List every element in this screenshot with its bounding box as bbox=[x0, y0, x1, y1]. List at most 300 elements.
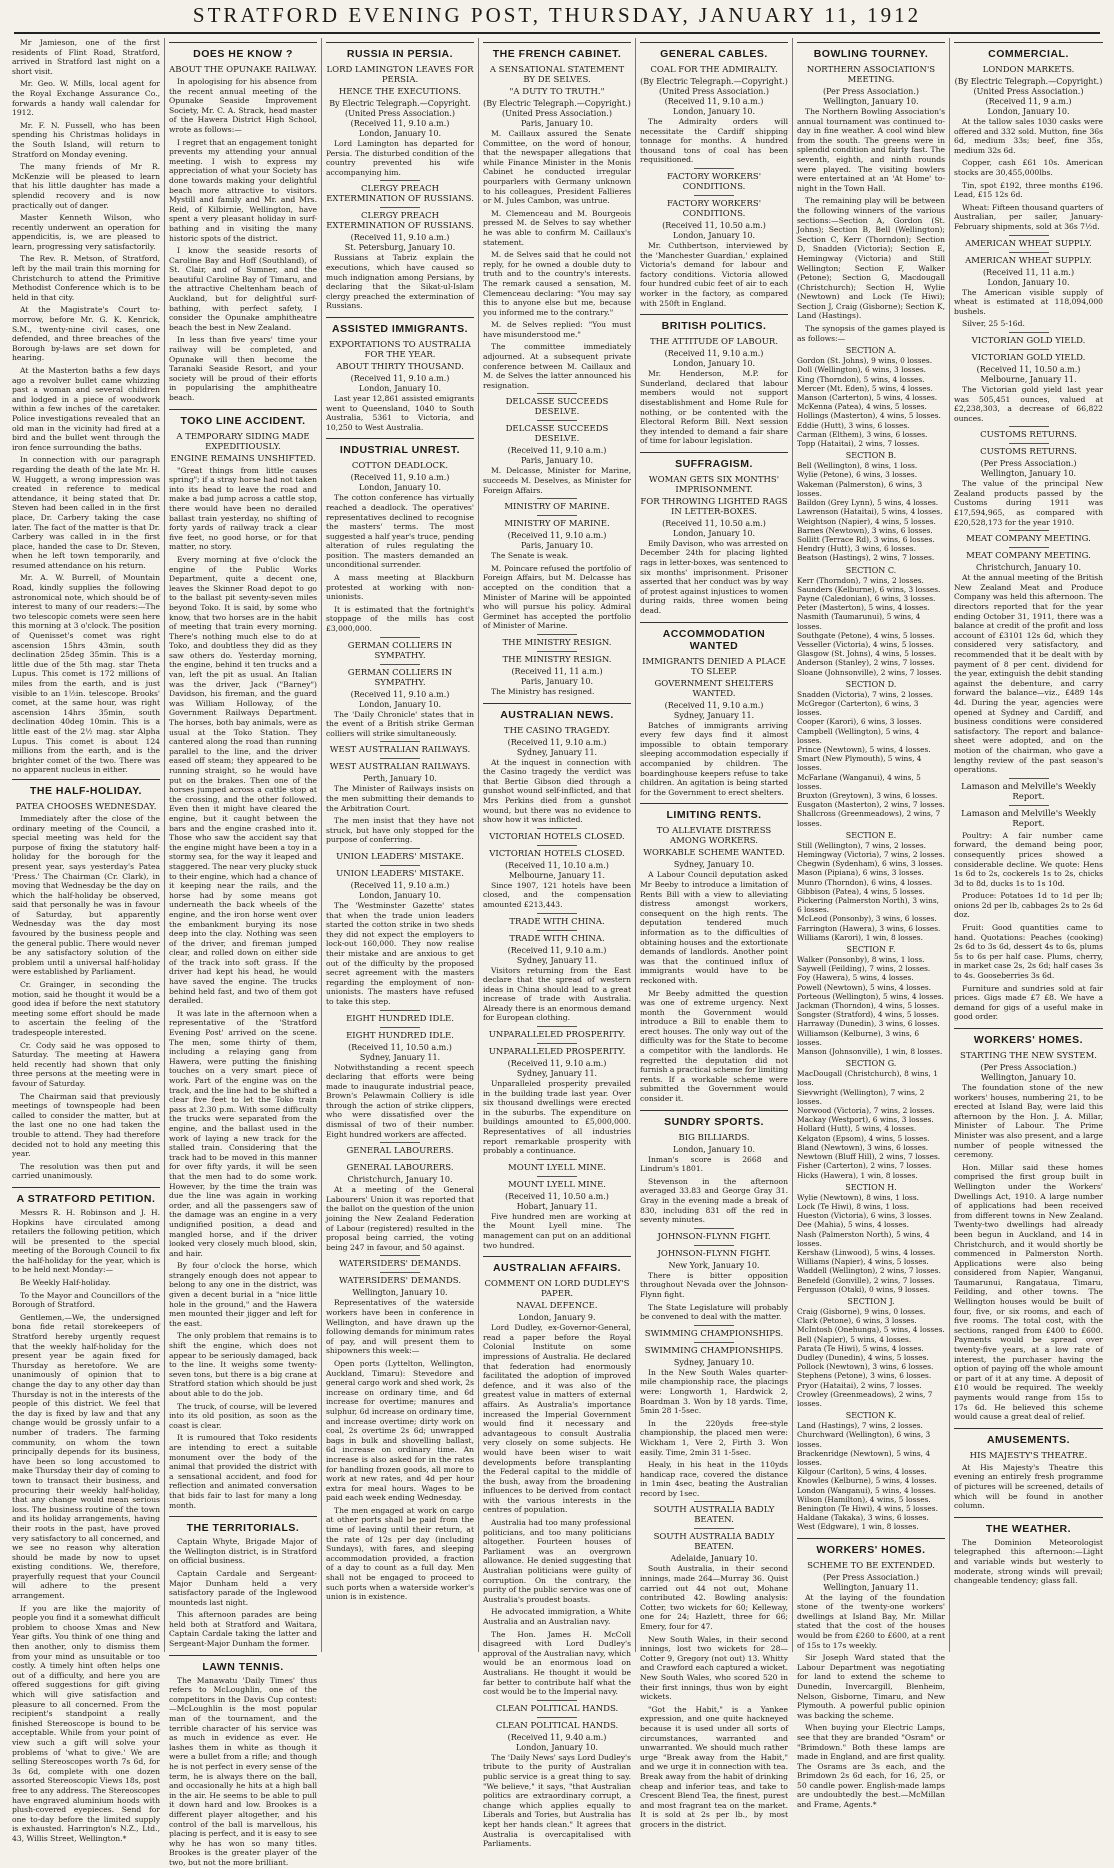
article bbox=[12, 779, 160, 1181]
paragraph: Batches of immigrants arriving every few days find it almost impossible to obtain temporary sleeping accommodation especially if accompanied by children. The boardinghouse keepers refuse to take children. An agitation is being started for the Government to erect shelters. bbox=[640, 720, 788, 797]
paragraph: Mr. Henderson, M.P. for Sunderland, declared that labour members would not support disestablishment and Home Rule for nothing, or be contented with the Electoral Reform Bill. Next session they intended to demand a fair share of time for labour legislation. bbox=[640, 369, 788, 446]
dateline: London, January 10. bbox=[358, 129, 442, 138]
article-subheading: WEST AUSTRALIAN RAILWAYS. bbox=[329, 745, 471, 756]
article-subheading: COAL FOR THE ADMIRALTY. bbox=[650, 65, 778, 75]
section-rule bbox=[1009, 426, 1049, 427]
result-line: Sievwright (Wellington), 7 wins, 2 losses. bbox=[797, 1087, 925, 1106]
section-rule bbox=[1009, 235, 1049, 236]
section-rule bbox=[694, 1528, 734, 1529]
result-line: Crowley (Greenmeadows), 2 wins, 7 losses. bbox=[797, 1389, 933, 1408]
article-subheading: CUSTOMS RETURNS. bbox=[980, 430, 1077, 441]
section-rule bbox=[1009, 778, 1049, 779]
result-list bbox=[797, 841, 945, 942]
article-subheading: UNPARALLELED PROSPERITY. bbox=[488, 1030, 626, 1041]
paragraph: Poultry: A fair number came forward, the demand being poor, consequently prices showed a considerable decline. We quote: Hens 1s 6d to 2s, cockerels 1s to 2s, chicks 3d to 8d, ducks 1s to 1s 10d. bbox=[954, 830, 1103, 888]
section-rule bbox=[537, 1700, 577, 1701]
article bbox=[169, 1655, 317, 1868]
dateline: Sydney, January 11. bbox=[359, 1052, 441, 1062]
paragraph: Representatives of the waterside workers have been in conference in Wellington, and have drawn up the following demands for minimum rates of pay, and will present them to shipowners this week:— bbox=[326, 1298, 474, 1356]
paragraph: The Ministry has resigned. bbox=[491, 686, 595, 696]
columns bbox=[8, 38, 1108, 1867]
article-body bbox=[483, 129, 631, 390]
paragraph: The men insist that they have not struck, but have only stopped for the purpose of conferring. bbox=[326, 816, 474, 845]
paragraph: The 'Westminster Gazette' states that when the trade union leaders started the cotton strike in two sheds they did not expect the employers to lock-out 160,000. They now realise their mistake and are anxious to get out of the difficulty by the proposed secret agreement with the masters regarding the employment of non-unionists. The masters have refused to take this step. bbox=[326, 900, 474, 1006]
dateline: (Received 11, 10.50 a.m.) bbox=[976, 364, 1081, 374]
result-line: Baildon (Grey Lynn), 5 wins, 4 losses. bbox=[797, 498, 939, 508]
result-line: Hollings (Masterton), 4 wins, 5 losses. bbox=[797, 411, 941, 421]
paragraph: Mr. F. N. Fussell, who has been spending his Christmas holidays in the South Island, will return to Stratford on Monday evening. bbox=[12, 120, 160, 159]
dateline: (Received 11, 10.50 a.m.) bbox=[505, 1191, 609, 1201]
result-line: Shallcross (Greenmeadows), 2 wins, 7 losses. bbox=[797, 809, 941, 828]
section-rule bbox=[537, 1026, 577, 1027]
paragraph: It is rumoured that Toko residents are intending to erect a suitable monument over the body of the animal that provided the district with a sensational accident, and food for reflection and animated conversation that bids fair to last for many a long month. bbox=[169, 1433, 317, 1510]
paragraph: I regret that an engagement tonight prevents my attending your annual meeting. I wish to express my appreciation of what your Society has done towards making your delightful beach more attractive to visitors. Mystill and family and Mr. and Mrs. Reid, of Kilbirnie, Wellington, have spent a very pleasant holiday in surf-bathing and in visiting the many historic spots of the district. bbox=[169, 137, 317, 243]
section-rule bbox=[380, 1010, 420, 1011]
paragraph: The 'Daily News' says Lord Dudley's tribute to the purity of Australian public service is a great thing to say. "We believe," it says, "that Australian politics are extraordinary corrupt, a change which applies equally to Liberals and Tories, but Australia has kept her hands clean." It agrees that Australia is overcapitalised with Parliaments. bbox=[483, 1752, 631, 1849]
article bbox=[640, 314, 788, 446]
result-line: Prince (Newtown), 5 wins, 4 losses. bbox=[797, 744, 931, 754]
dateline: London, January 10. bbox=[672, 230, 756, 240]
paragraph: Fruit: Good quantities came to hand. Quotations: Peaches (cooking) 2s 6d to 3s 6d, dessert 4s to 6s, plums 5s to 6s per half case. Plums, cherry, in market case 2s, 2s 6d; half cases 3s to 4s. Gooseberries 3s 6d. bbox=[954, 923, 1103, 981]
result-line: Clark (Petone), 6 wins, 3 losses. bbox=[797, 1316, 917, 1326]
article-subheading: MEAT COMPANY MEETING. bbox=[966, 551, 1091, 562]
article-body bbox=[640, 721, 788, 798]
dateline: London, January 10. bbox=[358, 890, 442, 900]
paragraph: The American visible supply of wheat is estimated at 118,094,000 bushels. bbox=[954, 287, 1103, 316]
article-body bbox=[483, 687, 631, 697]
dateline: Paris, January 10. bbox=[520, 541, 594, 551]
article-subheading: GERMAN COLLIERS IN SYMPATHY. bbox=[347, 667, 453, 688]
paragraph: Wheat: Fifteen thousand quarters of Australian, per sailer, January-February shipments, sold at 36s 7½d. bbox=[954, 202, 1103, 231]
article-headline: GENERAL CABLES. bbox=[640, 42, 788, 63]
article-headline: BRITISH POLITICS. bbox=[640, 314, 788, 335]
article-body bbox=[954, 385, 1103, 423]
section-rule bbox=[537, 515, 577, 516]
result-line: McIntosh (Onehunga), 5 wins, 4 losses. bbox=[797, 1325, 945, 1335]
paragraph: At the Magistrate's Court to-morrow, before Mr. G. K. Kenrick, S.M., twenty-nine civil cases, one defended, and three breaches of the Borough by-laws are set down for hearing. bbox=[12, 305, 160, 363]
article-subheading: NORTHERN ASSOCIATION'S MEETING. bbox=[806, 65, 936, 85]
article-body bbox=[640, 1368, 788, 1499]
article-body bbox=[326, 1298, 474, 1601]
paragraph: The many friends of Mr R. McKenzie will be pleased to learn that his little daughter has made a splendid recovery and is now practically out of danger. bbox=[12, 162, 160, 210]
paragraph: At the tallow sales 1030 casks were offered and 332 sold. Mutton, fine 36s 6d, medium 33s; beef, fine 35s, medium 32s 6d. bbox=[954, 117, 1103, 155]
article-subheading: THE MINISTRY RESIGN. bbox=[502, 637, 612, 648]
result-line: Fisher (Carterton), 2 wins, 7 losses. bbox=[797, 1161, 932, 1171]
result-line: Hicks (Hawera), 1 win, 8 losses. bbox=[797, 1170, 918, 1180]
article-body bbox=[954, 831, 1103, 1022]
paragraph: The Hon. James H. McColl disagreed with Lord Dudley's approval of the Australian navy, which would be an enormous load on Australians. He thought it would be far better to contribute half what the cost would be to the Imperial navy. bbox=[483, 1629, 631, 1697]
article-headline: A STRATFORD PETITION. bbox=[12, 1187, 160, 1208]
article-subheading: DELCASSE SUCCEEDS DESELVE. bbox=[505, 397, 609, 418]
section-rule bbox=[537, 393, 577, 394]
paragraph: The committee immediately adjourned. At a subsequent private conference between M. Caillaux and M. de Selves the latter announced his resignation. bbox=[483, 342, 631, 390]
dateline: London, January 10. bbox=[358, 483, 442, 493]
result-line: Brackenridge (Newtown), 5 wins, 4 losses. bbox=[797, 1448, 931, 1467]
article-subheading: SOUTH AUSTRALIA BADLY BEATEN. bbox=[653, 1505, 775, 1526]
section-rule bbox=[380, 637, 420, 638]
dateline: Sydney, January 10. bbox=[673, 1357, 755, 1367]
article-subheading: ABOUT THIRTY THOUSAND. bbox=[336, 361, 464, 372]
article-subheading: HIS MAJESTY'S THEATRE. bbox=[969, 1450, 1088, 1461]
result-line: Williams (Karori), 1 win, 8 losses. bbox=[797, 932, 923, 942]
dateline: (United Press Association.) bbox=[345, 109, 455, 118]
dateline: (Received 11, 9.10 a.m.) bbox=[507, 1059, 607, 1069]
section-title: SECTION K. bbox=[845, 1411, 897, 1421]
paragraph: The foundation stone of the new workers' houses, numbering 21, to be erected at Island Bay, were laid this afternoon by the Hon. J. A. Millar, Minister of Labour. The Prime Minister was also present, and a large number of people witnessed the ceremony. bbox=[954, 1083, 1103, 1160]
section-rule bbox=[694, 168, 734, 169]
paragraph: M. de Selves said that he could not reply, for he owned a double duty to truth and to the country's interests. The remark caused a sensation, M. Clemenceau declaring: "You may say this to anyone else but me, because you informed me to the contrary." bbox=[483, 250, 631, 317]
article-subheading: MOUNT LYELL MINE. bbox=[508, 1179, 606, 1190]
article-body bbox=[169, 1676, 317, 1868]
paragraph: The remaining play will be between the following winners of the various sections:—Section A, Gordon (St. Johns); Section B, Bell (Wellington); Section C, Kerr (Thorndon); Section D, Snadden (Victoria); Section E, Hemingway (Victoria) and Still Wellington; Section F, Walker (Petone); Section G, Macdougall (Christchurch); Section H, Wylie (Newtown) and Lock (Te Hiwi); Section J, Craig (Gisborne); Section K, Land (Hastings). bbox=[797, 196, 945, 321]
paragraph: A Labour Council deputation asked Mr Beeby to introduce a limitation of Rents Bill with a view to alleviating distress amongst workers, consequent on the high rents. The deputation tendered much information as to the difficulties of obtaining houses and the extortionate demands of landlords. Another point was that the continued influx of immigrants would have to be reckoned with. bbox=[640, 870, 788, 985]
column-3 bbox=[322, 38, 479, 1652]
paragraph: The State Legislature will probably be convened to deal with the matter. bbox=[640, 1302, 788, 1322]
paragraph: The resolution was then put and carried unanimously. bbox=[12, 1161, 160, 1181]
article-body bbox=[483, 966, 631, 1024]
article-subheading: WEST AUSTRALIAN RAILWAYS. bbox=[329, 762, 471, 773]
article bbox=[954, 1517, 1103, 1586]
article-subheading: PATEA CHOOSES WEDNESDAY. bbox=[15, 801, 157, 812]
result-line: Bell (Napier), 5 wins, 4 losses. bbox=[797, 1334, 912, 1344]
article-subheading: VICTORIAN GOLD YIELD. bbox=[971, 352, 1086, 363]
article-subheading: EIGHT HUNDRED IDLE. bbox=[346, 1013, 454, 1024]
paragraph: Hon. Millar said these homes comprised the first group built in Wellington under the Workers' Dwellings Act, 1910. A large number of applications had been received from different towns in New Zealand. Twenty-two dwellings had already been begun in Auckland, and 14 in Christchurch, and it would shortly be commenced in Palmerston North. Applications were also being considered from Napier, Wanganui, Taumarunui, Rangataua, Timaru, Feilding, and other towns. The Wellington houses would be built of four, five, or six rooms, and each of five rooms. The total cost, with the sections, ranged from £400 to £600. Payments would be spread over twenty-five years, at a low rate of interest, the purchaser having the option of paying off the whole amount or part of it at any time. A deposit of £10 would be required. The weekly payments would range from 15s to 17s 6d. He believed this scheme would cause a great deal of relief. bbox=[954, 1162, 1103, 1422]
article-subheading: MINISTRY OF MARINE. bbox=[504, 519, 610, 530]
article-subheading: AMERICAN WHEAT SUPPLY. bbox=[965, 238, 1092, 249]
article-subheading: MOUNT LYELL MINE. bbox=[508, 1162, 606, 1173]
paragraph: It is estimated that the fortnight's stoppage of the mills has cost £3,000,000. bbox=[326, 604, 474, 634]
article bbox=[640, 42, 788, 308]
result-line: Smart (New Plymouth), 5 wins, 4 losses. bbox=[797, 754, 922, 773]
article-body bbox=[954, 1083, 1103, 1422]
result-line: Manson (Carterton), 5 wins, 4 losses. bbox=[797, 393, 938, 403]
article-headline: AUSTRALIAN NEWS. bbox=[483, 703, 631, 724]
article-body bbox=[326, 901, 474, 1007]
dateline: (Received 11, 10.10 a.m.) bbox=[505, 860, 609, 870]
dateline: (United Press Association.) bbox=[502, 109, 612, 118]
dateline: Wellington, January 10. bbox=[980, 1073, 1077, 1082]
result-line: McFarlane (Wanganui), 4 wins, 5 losses. bbox=[797, 772, 921, 791]
result-line: Payne (Caledonian), 6 wins, 3 losses. bbox=[797, 593, 936, 603]
article bbox=[797, 1538, 945, 1810]
paragraph: The value of the principal New Zealand products passed by the Customs during 1911 was £17,594,965, as compared with £20,528,173 for the year 1910. bbox=[954, 479, 1103, 527]
article bbox=[797, 42, 945, 1532]
paragraph: At the Masterton baths a few days ago a revolver bullet came whizzing past a woman and several children and lodged in a piece of woodwork within a few inches of the caretaker. Police investigations revealed that an old man in the vicinity had fired at a bird and the bullet went through the iron fence surrounding the baths. bbox=[12, 366, 160, 452]
dateline: London, January 10. bbox=[515, 1742, 599, 1752]
paragraph: Stevenson in the afternoon averaged 33.83 and George Gray 31. Gray in the evening made a break of 830, including 831 off the red in seventy minutes. bbox=[640, 1176, 788, 1225]
paragraph: M. Delcasse, Minister for Marine, succeeds M. Deselves, as Minister for Foreign Affairs. bbox=[483, 466, 631, 495]
dateline: (Received 11, 10.50 a.m.) bbox=[662, 518, 766, 528]
article-subheading: THE MINISTRY RESIGN. bbox=[502, 654, 612, 665]
dateline: (Received 11, 10.50 a.m.) bbox=[662, 220, 766, 230]
article-subheading: EXPORTATIONS TO AUSTRALIA FOR THE YEAR. bbox=[329, 339, 471, 360]
paragraph: Lord Dudley, ex-Governor-General, read a paper before the Royal Colonial Institute on some impressions of Australia. He declared that federation had enormously facilitated the adoption of improved defence, and it was also of the greatest value in matters of external affairs. As Australia's importance increased the Imperial Government would find it necessary and advantageous to consult Australia very closely on some subjects. He would have been wiser to wait developments before transplanting the Federal capital to the middle of the bush, away from the broadening influences to be derived from contact with the various interests in the centres of population. bbox=[483, 1323, 631, 1515]
paragraph: The Rev. R. Metson, of Stratford, left by the mail train this morning for Christchurch to attend the Primitive Methodist Conference which is to be held in that city. bbox=[12, 254, 160, 302]
result-line: Dudley (Dunedin), 4 wins, 5 losses. bbox=[797, 1352, 929, 1362]
paragraph: It was late in the afternoon when a representative of the 'Stratford Evening Post' arrived on the scene. The men, some thirty of them, including a relaying gang from Hawera, were putting the finishing touches on a very smart piece of work. Part of the engine was on the track, and the line had to be shifted a clear five feet to let the Toko train pass at 2.30 p.m. With some difficulty the trucks were separated from the engine, and the ballast used in the work of laying a new track for the stalled train. Considering that the track had to be moved in this manner for over fifty yards, it will be seen that the men had to do some work. However, by the time the train was due the line was again in working order, and all the passengers saw of the damage was an engine in a very undignified position, a dead and mangled horse, and if the driver looked very closely much blood, skin, and hair. bbox=[169, 1008, 317, 1258]
article-body bbox=[640, 1564, 788, 1701]
section-rule bbox=[380, 1272, 420, 1273]
result-line: Kilgour (Carlton), 5 wins, 4 losses. bbox=[797, 1467, 927, 1477]
section-title: SECTION A. bbox=[845, 346, 897, 356]
article-subheading: TO ALLEVIATE DISTRESS AMONG WORKERS. bbox=[656, 826, 772, 847]
article-body bbox=[797, 1593, 945, 1810]
paragraph: Furniture and sundries sold at fair prices. Gigs made £7 £8. We have a demand for gigs of a useful make in good order. bbox=[954, 983, 1103, 1022]
result-line: Hemingway (Victoria), 7 wins, 2 losses. bbox=[797, 850, 945, 859]
dateline: Adelaide, January 10. bbox=[670, 1554, 758, 1564]
result-line: Craig (Gisborne), 9 wins, 0 losses. bbox=[797, 1306, 926, 1316]
result-line: Sollitt (Terrace Rd), 3 wins, 6 losses. bbox=[797, 534, 935, 544]
article-subheading: MINISTRY OF MARINE. bbox=[504, 502, 610, 513]
section-title: SECTION B. bbox=[845, 451, 897, 461]
article-subheading: CLEAN POLITICAL HANDS. bbox=[495, 1703, 619, 1714]
article-body bbox=[640, 870, 788, 1103]
article-subheading: WATERSIDERS' DEMANDS. bbox=[338, 1276, 462, 1287]
section-title: SECTION E. bbox=[845, 830, 897, 840]
section-rule bbox=[537, 634, 577, 635]
article-body bbox=[12, 1208, 160, 1844]
result-line: Farrington (Hawera), 3 wins, 6 losses. bbox=[797, 923, 941, 933]
article-body bbox=[169, 466, 317, 1511]
section-rule bbox=[694, 195, 734, 196]
result-line: Pickering (Palmerston North), 3 wins, 6 losses. bbox=[797, 896, 939, 915]
result-line: Williamson (Kelburne), 3 wins, 6 losses. bbox=[797, 1028, 920, 1047]
section-rule bbox=[1009, 349, 1049, 350]
article-body bbox=[483, 466, 631, 495]
dateline: Melbourne, January 11. bbox=[508, 870, 606, 880]
section-rule bbox=[694, 1501, 734, 1502]
paragraph: Copper, cash £61 10s. American stocks are 30,455,000lbs. bbox=[954, 158, 1103, 177]
result-line: Bland (Newtown), 3 wins, 6 losses. bbox=[797, 1142, 929, 1152]
article-body bbox=[483, 1323, 631, 1697]
paragraph: If you are like the majority of people you find it a somewhat difficult problem to choose Xmas and New Year gifts. You think of one thing and then another, only to dismiss them from your mind as unsuitable or too costly. A timely hint often helps one out of a difficulty, and here you are offered suggestions for gift giving which will give satisfaction and pleasure to all concerned. From the recipient's standpoint a really finished Stereoscope is bound to be acceptable. While from your point of view such a gift will solve your problems of 'what to give.' We are selling Stereoscopes worth 7s 6d, for 3s 6d, complete with one dozen assorted Stereoscopic Views 18s, post free to any address. The Stereoscopes have engraved aluminium hoods with plush-covered eyepieces. Send for one to-day before the limited supply is exhausted. Harrington's N.Z., Ltd., 43, Willis Street, Wellington.* bbox=[12, 1603, 160, 1843]
result-list bbox=[797, 356, 945, 448]
dateline: (Received 11, 10.50 a.m.) bbox=[348, 1042, 452, 1052]
article-subheading: Lamason and Melville's Weekly Report. bbox=[961, 781, 1096, 802]
article-subheading: TRADE WITH CHINA. bbox=[509, 916, 605, 927]
result-line: Nash (Palmerston North), 5 wins, 4 losses. bbox=[797, 1229, 930, 1248]
article-body bbox=[169, 77, 317, 403]
section-rule bbox=[537, 651, 577, 652]
dateline: (United Press Association.) bbox=[659, 87, 769, 96]
dateline: (Per Press Association.) bbox=[980, 459, 1077, 469]
result-line: Porteous (Wellington), 5 wins, 4 losses. bbox=[797, 991, 944, 1001]
result-line: Doll (Wellington), 6 wins, 3 losses. bbox=[797, 365, 927, 375]
article-body bbox=[640, 1155, 788, 1225]
dateline: London, January 9. bbox=[518, 1313, 596, 1323]
article-subheading: GENERAL LABOURERS. bbox=[346, 1163, 454, 1174]
result-line: McGregor (Carterton), 6 wins, 3 losses. bbox=[797, 698, 919, 718]
article-subheading: NAVAL DEFENCE. bbox=[516, 1301, 598, 1312]
dateline: (Received 11, 9.10 a.m.) bbox=[664, 97, 764, 106]
paragraph: "Got the Habit," is a Yankee expression, and one quite hackneyed because it is used under all sorts of circumstances, warranted and unwarranted. We should much rather urge "Break away from the Habit," and we urge it in connection with tea. Break away from the habit of drinking cheap and inferior teas, and take to Crescent Blend Tea, the finest, purest and most fragrant tea on the market. It is sold at 2s per lb., by most grocers in the district. bbox=[640, 1704, 788, 1829]
dateline: (Received 11, 9.10 a.m.) bbox=[350, 373, 450, 383]
article-subheading: FACTORY WORKERS' CONDITIONS. bbox=[666, 171, 762, 192]
section-rule bbox=[1009, 547, 1049, 548]
result-line: Powell (Newtown), 5 wins, 4 losses. bbox=[797, 982, 931, 992]
result-line: Waddell (Wellington), 2 wins, 7 losses. bbox=[797, 1266, 941, 1276]
article-subheading: UNION LEADERS' MISTAKE. bbox=[336, 851, 464, 862]
article-subheading: "A DUTY TO TRUTH." bbox=[509, 87, 605, 97]
dateline: Wellington, January 10. bbox=[823, 97, 919, 106]
article-headline: THE FRENCH CABINET. bbox=[483, 42, 631, 63]
paragraph: Open ports (Lyttelton, Wellington, Auckland, Timaru): Stevedore and general cargo work and shed work, 2s increase on ordinary time, and 6d increase for overtime; manures and sulphur, 6d increase on ordinary time, and increase overtime; dirty work on coal, 2s overtime 2s 6d; unwrapped bags in bulk and shovelling ballast, 6d increase on ordinary time. An increase is also asked for in the rates for handling frozen goods, all more to work at new rates, and 4d per hour extra for meal hours. Wages to be paid each week ending Wednesday. bbox=[326, 1358, 474, 1503]
result-line: Munro (Thorndon), 6 wins, 4 losses. bbox=[797, 877, 933, 887]
paragraph: New South Wales, in their second innings, lost two wickets for 28—Cotter 9, Gregory (not out) 13. Whitty and Crawford each captured a wicket. New South Wales, who scored 520 in their first innings, thus won by eight wickets. bbox=[640, 1634, 788, 1702]
result-line: McKenna (Patea), 4 wins, 5 losses. bbox=[797, 402, 927, 412]
result-line: Weightson (Napier), 4 wins, 5 losses. bbox=[797, 516, 936, 526]
section-rule bbox=[537, 420, 577, 421]
article-subheading: THE ATTITUDE OF LABOUR. bbox=[649, 337, 779, 348]
section-rule bbox=[380, 865, 420, 866]
article-subheading: SOUTH AUSTRALIA BADLY BEATEN. bbox=[653, 1532, 775, 1553]
result-line: Lawrenson (Hataitai), 5 wins, 4 losses. bbox=[797, 507, 943, 517]
article-headline: SUFFRAGISM. bbox=[640, 452, 788, 473]
paragraph: At the annual meeting of the British New Zealand Meat and Produce Company was held this afternoon. The directors reported that for the year ending October 31, 1911, there was a balance at credit of the profit and loss account of £3101 12s 6d, which they considered very satisfactory, and recommended that it be dealt with by payment of 8 per cent. dividend for the year, extinguish the debit standing against the debenture, and carry forward the balance—viz., £489 14s 4d. During the year, agencies were opened at Sydney and Cardiff, and business conditions were considered satisfactory. The report and balance-sheet were adopted, and on the motion of the chairman, who gave a lengthy review of the past season's operations. bbox=[954, 573, 1103, 775]
result-line: Cooper (Karori), 6 wins, 3 losses. bbox=[797, 717, 922, 727]
section-rule bbox=[537, 930, 577, 931]
dateline: (Received 11, 9.10 a.m.) bbox=[507, 531, 607, 541]
section-rule bbox=[694, 1342, 734, 1343]
section-rule bbox=[694, 1245, 734, 1246]
paragraph: Immediately after the close of the ordinary meeting of the Council, a special meeting was held for the purpose of fixing the statutory half-holiday for the borough for the present year, says yesterday's Patea 'Press.' The Chairman (Cr. Clark), in moving that Wednesday be the day on which the half-holiday be observed, said that personally he was in favour of Saturday, but apparently Wednesday was the day most favoured by the business people and the general public. There would never be any satisfactory solution of the problem until a universal half-holiday were established by Parliament. bbox=[12, 813, 160, 977]
paragraph: Mr Jamieson, one of the first residents of Flint Road, Stratford, arrived in Stratford last night on a short visit. bbox=[12, 38, 160, 76]
result-line: Sloane (Johnsonville), 2 wins, 7 losses. bbox=[797, 667, 942, 677]
paragraph: Captain Cardale and Sergeant-Major Dunham held a very satisfactory parade of the Inglewood mounteds last night. bbox=[169, 1568, 317, 1607]
result-line: Hollard (Hutt), 5 wins, 4 losses. bbox=[797, 1124, 917, 1134]
result-line: Pollock (Newtown), 3 wins, 6 losses. bbox=[797, 1362, 934, 1372]
paragraph: The only problem that remains is to shift the engine, which does not appear to be seriously damaged, back to the line. It weighs some twenty-seven tons, but there is a big crane at Stratford station which should be just about able to do the job. bbox=[169, 1331, 317, 1398]
article-subheading: CLERGY PREACH EXTERMINATION OF RUSSIANS. bbox=[326, 184, 474, 205]
result-line: Benefeld (Gonville), 2 wins, 7 losses. bbox=[797, 1275, 935, 1285]
section-rule bbox=[1009, 252, 1049, 253]
result-line: King (Thorndon), 5 wins, 4 losses. bbox=[797, 374, 925, 384]
dateline: London, January 10. bbox=[672, 1144, 756, 1154]
paragraph: The cotton conference has virtually reached a deadlock. The operatives' representatives declined to recognise the masters' terms. The most suggested a half year's truce, pending alteration of rules regulating the position. The masters demanded an unconditional surrender. bbox=[326, 493, 474, 570]
paragraph: At His Majesty's Theatre this evening an entirely fresh programme of pictures will be screened, details of which will be found in another column. bbox=[954, 1462, 1103, 1511]
section-rule bbox=[380, 180, 420, 181]
section-rule bbox=[380, 1027, 420, 1028]
section-rule bbox=[380, 207, 420, 208]
article-body bbox=[12, 814, 160, 1181]
article-body bbox=[483, 881, 631, 910]
section-rule bbox=[380, 1142, 420, 1143]
section-rule bbox=[537, 1176, 577, 1177]
result-line: Pryor (Hataitai), 2 wins, 7 losses. bbox=[797, 1380, 922, 1390]
section-rule bbox=[537, 913, 577, 914]
result-line: Jackman (Thorndon), 4 wins, 5 losses. bbox=[797, 1001, 940, 1011]
article-subheading: ENGINE REMAINS UNSHIFTED. bbox=[170, 453, 316, 464]
result-line: Haldane (Takaka), 3 wins, 6 losses. bbox=[797, 1513, 929, 1523]
article-subheading: VICTORIAN HOTELS CLOSED. bbox=[489, 831, 625, 842]
article-body bbox=[954, 479, 1103, 527]
article-subheading: A SENSATIONAL STATEMENT BY DE SELVES. bbox=[489, 65, 625, 85]
paragraph: Captain Whyte, Brigade Major of the Wellington district, is in Stratford on official business. bbox=[169, 1537, 317, 1566]
result-line: Hueston (Victoria), 6 wins, 3 losses. bbox=[797, 1211, 932, 1221]
paragraph: M. Poincare refused the portfolio of Foreign Affairs, but M. Delcasse has accepted on the condition that a Minister of Marine will be appointed who will pursue his policy. Admiral Germinet has accepted the portfolio of Minister of Marine. bbox=[483, 563, 631, 631]
result-line: Stephens (Petone), 3 wins, 6 losses. bbox=[797, 1371, 932, 1381]
dateline: Wellington, January 10. bbox=[980, 469, 1077, 479]
dateline: Sydney, January 10. bbox=[673, 860, 755, 870]
result-line: Wylie (Petone), 6 wins, 3 losses. bbox=[797, 470, 918, 480]
article-body bbox=[326, 784, 474, 845]
article-subheading: HENCE THE EXECUTIONS. bbox=[338, 87, 462, 97]
paragraph: The Admiralty orders will necessitate the Cardiff shipping tonnage for months. A hundred thousand tons of coal has been requisitioned. bbox=[640, 117, 788, 165]
dateline: London, January 10. bbox=[672, 359, 756, 369]
result-line: Walker (Ponsonby), 8 wins, 1 loss. bbox=[797, 955, 925, 965]
article-subheading: EIGHT HUNDRED IDLE. bbox=[346, 1030, 454, 1041]
paragraph: The Manawatu 'Daily Times' thus refers to McLoughlin, one of the competitors in the Davis Cup contest:—McLoughlin is the most popular man of the tournament, and the terrible character of his service was as much in evidence as ever. He lashes them in white as though it were a bullet from a rifle; and though he is not perfect in every sense of the term, he is always there on the ball, and occasionally he hits at a high ball in the air. He seems to be able to pull it down hard and low. Brookes is a different player altogether, and his control of the ball is marvellous, his placing is perfect, and it is easy to see why he has won so many titles. Brookes is the greater player of the two, but not the more brilliant. bbox=[169, 1675, 317, 1867]
dateline: Melbourne, January 11. bbox=[980, 374, 1077, 384]
paragraph: There is bitter opposition throughout Nevada over the Johnson-Flynn fight. bbox=[640, 1270, 788, 1299]
paragraph: I know the seaside resorts of Caroline Bay and Hoff (Southland), of St. Clair, and of Sumner, and the beautiful Caroline Bay of Timaru, and the attractive Cheltenham beach of Auckland, but for delightful surf-bathing, with perfect safety, I consider the Opunake amphitheatre beach the best in New Zealand. bbox=[169, 246, 317, 332]
result-line: Gordon (St. Johns), 9 wins, 0 losses. bbox=[797, 356, 933, 366]
dateline: Christchurch, January 10. bbox=[347, 1175, 453, 1185]
article-subheading: SCHEME TO BE EXTENDED. bbox=[807, 1560, 935, 1571]
dateline: Christchurch, January 10. bbox=[976, 563, 1081, 573]
article-body bbox=[954, 1538, 1103, 1586]
article bbox=[169, 409, 317, 1511]
paragraph: The synopsis of the games played is as follows:— bbox=[797, 324, 945, 343]
result-list bbox=[797, 955, 945, 1056]
result-list bbox=[797, 1307, 945, 1408]
result-line: Kelgaton (Epsom), 4 wins, 5 losses. bbox=[797, 1133, 930, 1143]
article-body bbox=[483, 1079, 631, 1156]
article-subheading: THE CASINO TRAGEDY. bbox=[503, 725, 611, 736]
article bbox=[954, 1428, 1103, 1511]
section-rule bbox=[380, 741, 420, 742]
paragraph: This afternoon parades are being held both at Stratford and Waitara, Captain Cardale taking the latter and Sergeant-Major Dunham the former. bbox=[169, 1610, 317, 1649]
article-subheading: IMMIGRANTS DENIED A PLACE TO SLEEP. bbox=[642, 656, 786, 677]
article-headline: THE TERRITORIALS. bbox=[169, 1516, 317, 1537]
result-line: Vesseller (Victoria), 4 wins, 5 losses. bbox=[797, 639, 934, 649]
paragraph: Unparalleled prosperity prevailed in the building trade last year. Over six thousand dwellings were erected in the suburbs. The expenditure on buildings amounted to £5,000,000. Representatives of all industries report remarkable prosperity with probably a continuance. bbox=[483, 1079, 631, 1156]
article-body bbox=[640, 241, 788, 308]
article-subheading: GENERAL LABOURERS. bbox=[346, 1146, 454, 1157]
dateline: Sydney, January 11. bbox=[516, 747, 598, 757]
article-subheading: AMERICAN WHEAT SUPPLY. bbox=[965, 255, 1092, 266]
article bbox=[640, 1110, 788, 1830]
dateline: Paris, January 10. bbox=[520, 456, 594, 466]
article-body bbox=[326, 394, 474, 432]
column-1 bbox=[8, 38, 165, 1843]
section-rule bbox=[1009, 530, 1049, 531]
section-rule bbox=[380, 1159, 420, 1160]
article-subheading: COTTON DEADLOCK. bbox=[351, 461, 449, 472]
paragraph: M. de Selves replied: "You must have misunderstood me." bbox=[483, 320, 631, 339]
dateline: London, January 10. bbox=[358, 699, 442, 709]
article-body bbox=[483, 551, 631, 631]
result-line: Kerr (Thorndon), 7 wins, 2 losses. bbox=[797, 575, 924, 585]
paragraph: In the New South Wales quarter-mile championship race, the placings were: Longworth 1, Hardwick 2, Boardman 3. Won by 18 yards. Time, 5min 28 1-5sec. bbox=[640, 1367, 788, 1416]
dateline: Sydney, January 11. bbox=[516, 1069, 598, 1079]
article-subheading: WORKABLE SCHEME WANTED. bbox=[643, 848, 785, 859]
result-line: London (Wanganui), 5 wins, 4 losses. bbox=[797, 1485, 936, 1495]
article-headline: ASSISTED IMMIGRANTS. bbox=[326, 317, 474, 338]
section-rule bbox=[380, 848, 420, 849]
paragraph: Healy, in his heat in the 110yds handicap race, covered the distance in 1min 4sec, beating the Australian record by 1sec. bbox=[640, 1460, 788, 1498]
result-line: Wilson (Hamilton), 4 wins, 5 losses. bbox=[797, 1494, 931, 1504]
paragraph: In connection with our paragraph regarding the death of the late Mr. H. W. Huggett, a wrong impression was created in reference to medical attendance, it being stated that Dr. Steven had been called in in the first place, Dr. Carbery taking the case later. The fact of the matter is that Dr. Carbery was called in in the first place, handed the case to Dr. Steven, when he left town temporarily, and resumed attendance on his return. bbox=[12, 455, 160, 570]
result-line: Williams (Napier), 4 wins, 5 losses. bbox=[797, 1257, 929, 1267]
result-line: Songster (Stratford), 4 wins, 5 losses. bbox=[797, 1010, 939, 1020]
result-line: Land (Hastings), 7 wins, 2 losses. bbox=[797, 1421, 923, 1431]
article bbox=[326, 317, 474, 432]
paragraph: At a meeting of the General Labourers' Union it was reported that the ballot on the question of the union joining the New Zealand Federation of Labour (registered) resulted in the proposal being carried, the voting being 247 in favour, and 50 against. bbox=[326, 1185, 474, 1252]
article-subheading: LONDON MARKETS. bbox=[982, 65, 1075, 75]
article-subheading: JOHNSON-FLYNN FIGHT. bbox=[657, 1248, 771, 1259]
